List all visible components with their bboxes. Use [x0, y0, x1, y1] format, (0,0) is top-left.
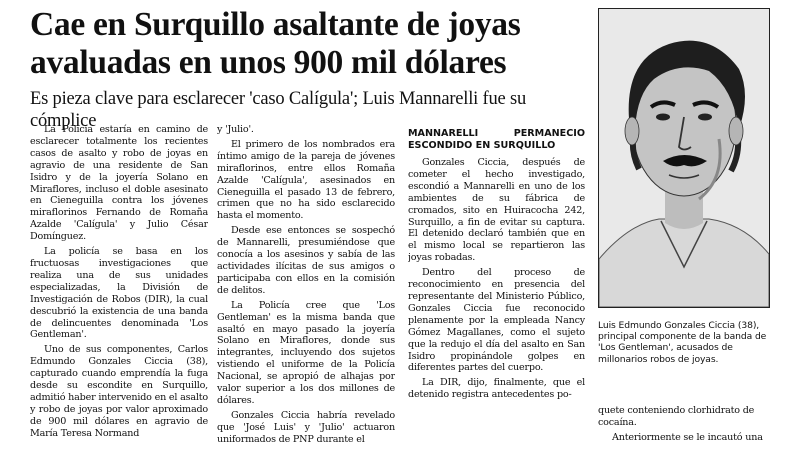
column-4: [598, 405, 770, 451]
paragraph: Dentro del proceso de reconocimiento en presencia del representante del Ministerio Público, Gonzales Ciccia fue reconocido plenamente por la empleada Nancy Gómez Magallanes, como el sujeto que la redujo el día del asalto en San Isidro propinándole golpes en diferentes partes del cuerpo.: [408, 267, 585, 374]
paragraph: La DIR, dijo, finalmente, que el detenido registra antecedentes po-: [408, 377, 585, 401]
photo-caption: Luis Edmundo Gonzales Ciccia (38), principal componente de la banda de 'Los Gentleman', acusados de millonarios robos de joyas.: [598, 320, 767, 365]
paragraph: Desde ese entonces se sospechó de Mannarelli, presumiéndose que conocía a los asesinos y sabía de las actividades ilícitas de sus amigos o participaba con ellos en la comisión de delitos.: [217, 225, 395, 296]
column-3: [408, 124, 585, 444]
column-2: [217, 124, 395, 444]
paragraph: El primero de los nombrados era íntimo amigo de la pareja de jóvenes miraflorinos, entre ellos Romaña Azalde 'Calígula', asesinados en Cieneguilla el pasado 13 de febrero, crimen que no ha sido esclarecido hasta el momento.: [217, 138, 395, 222]
paragraph: Uno de sus componentes, Carlos Edmundo Gonzales Ciccia (38), capturado cuando emprendía la fuga desde su escondite en Surquillo, admitió haber intervenido en el asalto y robo de joyas por valor aproximado de 900 mil dólares en agravio de María Teresa Normand: [30, 344, 208, 439]
column-1: [30, 124, 208, 444]
portrait-illustration: [599, 9, 769, 307]
paragraph: La Policía estaría en camino de esclarecer totalmente los recientes casos de asalto y robo de joyas en agravio de una residente de San Isidro y de la joyería Solano en Miraflores, incluso el doble asesinato en Cieneguilla contra los jóvenes miraflorinos Fernando de Romaña Azalde 'Calígula' y Julio César Domínguez.: [30, 124, 208, 243]
paragraph: Gonzales Ciccia, después de cometer el hecho investigado, escondió a Mannarelli en uno de los ambientes de su fábrica de cromados, sito en Huiracocha 242, Surquillo, a fin de evitar su captura. El detenido declaró también que en el mismo local se repartieron las joyas robadas.: [408, 157, 585, 264]
paragraph: quete conteniendo clorhidrato de cocaína.: [598, 405, 755, 428]
paragraph: La Policía cree que 'Los Gentleman' es la misma banda que asaltó en mayo pasado la joyería Solano en Miraflores, donde sus integrantes, incluyendo dos sujetos vistiendo el uniforme de la Policía Nacional, se apropió de alhajas por valor superior a los dos millones de dólares.: [217, 299, 395, 406]
deck-subtitle: Es pieza clave para esclarecer 'caso Calígula'; Luis Mannarelli fue su cómplice: [30, 89, 527, 131]
paragraph: La policía se basa en los fructuosas investigaciones que realiza una de sus unidades especializadas, la División de Investigación de Robos (DIR), la cual descubrió la existencia de una banda de delincuentes denominada 'Los Gentleman'.: [30, 246, 208, 341]
paragraph: Anteriormente se le incautó una: [612, 431, 763, 443]
headline: Cae en Surquillo asaltante de joyas avaluadas en unos 900 mil dólares: [30, 6, 521, 81]
paragraph: y 'Julio'.: [217, 124, 254, 135]
section-subhead: MANNARELLI PERMANECIO ESCONDIDO EN SURQUILLO: [408, 128, 585, 151]
paragraph: Gonzales Ciccia habría revelado que 'José Luis' y 'Julio' actuaron uniformados de PNP durante el: [217, 409, 395, 444]
portrait-photo: [598, 8, 770, 308]
